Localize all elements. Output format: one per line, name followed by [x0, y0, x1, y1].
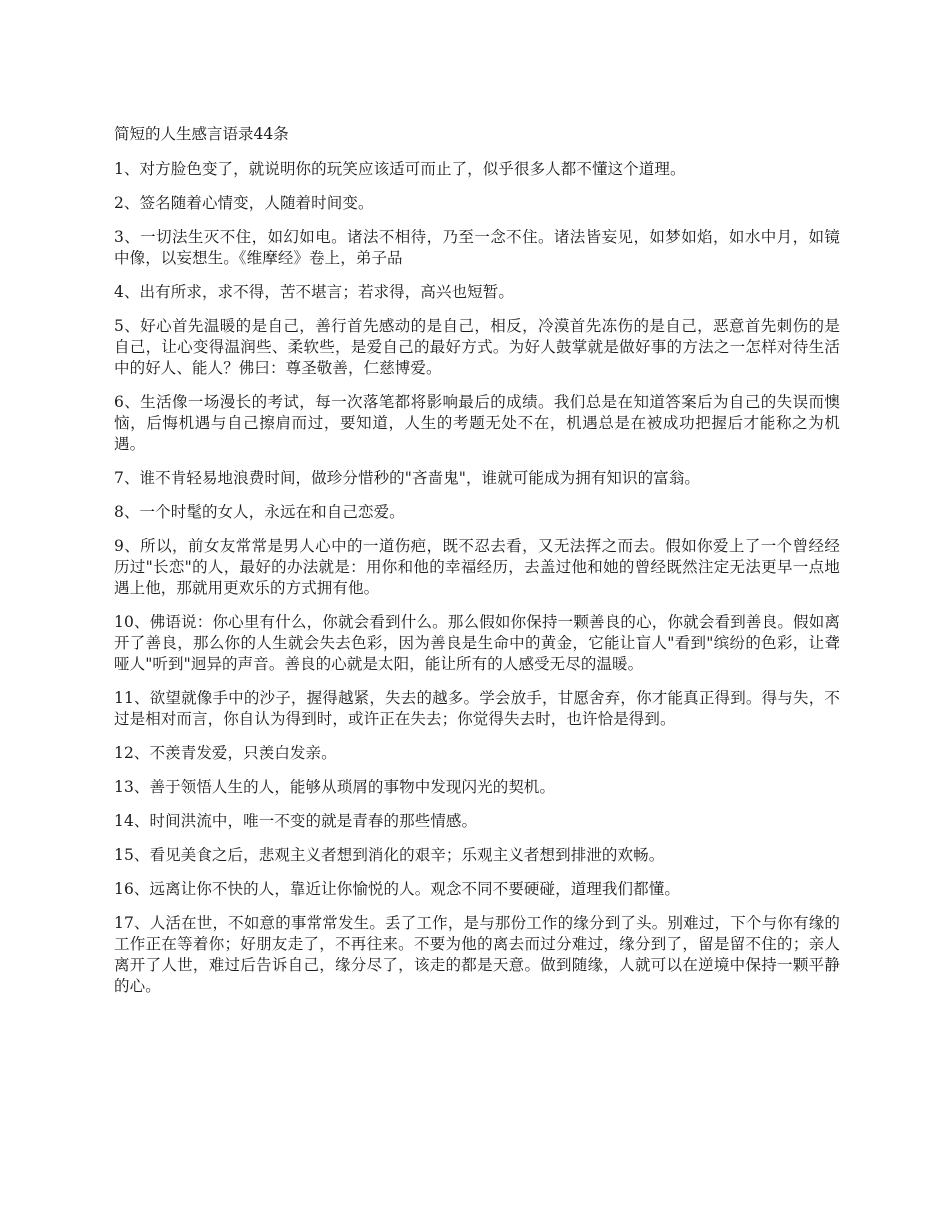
paragraph-10: 10、佛语说：你心里有什么，你就会看到什么。那么假如你保持一颗善良的心，你就会看到善良。假如离开了善良，那么你的人生就会失去色彩，因为善良是生命中的黄金，它能让盲人"看到"缤纷的色彩，让聋哑人"听到"迥异的声音。善良的心就是太阳，能让所有的人感受无尽的温暖。 [114, 613, 840, 673]
paragraph-5: 5、好心首先温暖的是自己，善行首先感动的是自己，相反，冷漠首先冻伤的是自己，恶意首先刺伤的是自己，让心变得温润些、柔软些，是爱自己的最好方式。为好人鼓掌就是做好事的方法之一怎样对待生活中的好人、能人？佛曰：尊圣敬善，仁慈博爱。 [114, 317, 840, 377]
paragraph-8: 8、一个时髦的女人，永远在和自己恋爱。 [114, 503, 405, 521]
paragraph-1: 1、对方脸色变了，就说明你的玩笑应该适可而止了，似乎很多人都不懂这个道理。 [114, 160, 686, 178]
paragraph-17: 17、人活在世，不如意的事常常发生。丢了工作，是与那份工作的缘分到了头。别难过，下个与你有缘的工作正在等着你；好朋友走了，不再往来。不要为他的离去而过分难过，缘分到了，留是留不住的；亲人离开了人世，难过后告诉自己，缘分尽了，该走的都是天意。做到随缘，人就可以在逆境中保持一颗平静的心。 [114, 914, 840, 995]
paragraph-4: 4、出有所求，求不得，苦不堪言；若求得，高兴也短暂。 [114, 283, 514, 301]
paragraph-13: 13、善于领悟人生的人，能够从琐屑的事物中发现闪光的契机。 [114, 778, 556, 796]
paragraph-16: 16、远离让你不快的人，靠近让你愉悦的人。观念不同不要硬碰，道理我们都懂。 [114, 880, 680, 898]
paragraph-11: 11、欲望就像手中的沙子，握得越紧，失去的越多。学会放手，甘愿舍弃，你才能真正得到。得与失，不过是相对而言，你自认为得到时，或许正在失去；你觉得失去时，也许恰是得到。 [114, 689, 840, 728]
paragraph-14: 14、时间洪流中，唯一不变的就是青春的那些情感。 [114, 812, 478, 830]
document-page [114, 124, 840, 1010]
paragraph-3: 3、一切法生灭不住，如幻如电。诸法不相待，乃至一念不住。诸法皆妄见，如梦如焰，如水中月，如镜中像，以妄想生。《维摩经》卷上，弟子品 [114, 228, 840, 267]
paragraph-7: 7、谁不肯轻易地浪费时间，做珍分惜秒的"吝啬鬼"，谁就可能成为拥有知识的富翁。 [114, 469, 701, 487]
paragraph-12: 12、不羡青发爱，只羡白发亲。 [114, 744, 337, 762]
paragraph-15: 15、看见美食之后，悲观主义者想到消化的艰辛；乐观主义者想到排泄的欢畅。 [114, 846, 665, 864]
paragraph-2: 2、签名随着心情变，人随着时间变。 [114, 194, 374, 212]
paragraph-9: 9、所以，前女友常常是男人心中的一道伤疤，既不忍去看，又无法挥之而去。假如你爱上了一个曾经经历过"长恋"的人，最好的办法就是：用你和他的幸福经历，去盖过他和她的曾经既然注定无法更早一点地遇上他，那就用更欢乐的方式拥有他。 [114, 537, 840, 597]
paragraph-6: 6、生活像一场漫长的考试，每一次落笔都将影响最后的成绩。我们总是在知道答案后为自己的失误而懊恼，后悔机遇与自己擦肩而过，要知道，人生的考题无处不在，机遇总是在被成功把握后才能称之为机遇。 [114, 393, 840, 453]
document-title: 简短的人生感言语录44条 [114, 125, 289, 143]
